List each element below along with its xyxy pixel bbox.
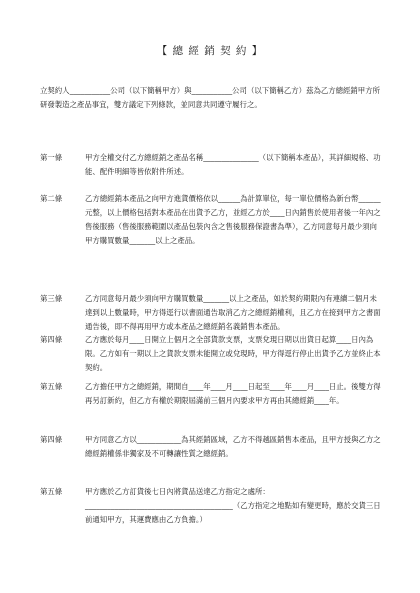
document-title: 【 總 經 銷 契 約 】 (156, 45, 264, 57)
article-text: 甲方應於乙方訂貨後七日內將貨品送達乙方指定之處所：________________________________________（乙方指定之地點如有變更時，應於交貨三日前通知甲方，其運費應由乙方負擔。） (85, 487, 381, 524)
article-label: 第五條 (40, 382, 63, 391)
article-text: 乙方擔任甲方之總經銷，期間自____年____月____日起至____年____月____日止。後雙方得再另訂新約，但乙方有權於期限屆滿前三個月內要求甲方再由其總經銷____年。 (85, 382, 381, 405)
article-label: 第四條 (40, 335, 63, 344)
article-label: 第五條 (40, 487, 63, 496)
article-text: 甲方全權交付乙方總經銷之產品名稱_______________（以下簡稱本產品），其詳細規格、功能、配件明細等皆依附件所述。 (85, 153, 381, 176)
article-label: 第三條 (40, 294, 63, 303)
article-text: 乙方應於每月____日開立上個月之全部貨款支票，支票兌現日期以出貨日起算____日內為限。乙方如有一期以上之貨款支票未能開立或兌現時，甲方得逕行停止出貨予乙方並終止本契約。 (85, 335, 381, 372)
article-text: 甲方同意乙方以____________為其經銷區域，乙方不得越區銷售本產品，且甲方授與乙方之總經銷權係非獨家及不可轉讓性質之總經銷。 (85, 435, 381, 458)
article-label: 第四條 (40, 435, 63, 444)
article-label: 第二條 (40, 194, 63, 203)
article-label: 第一條 (40, 153, 63, 162)
article-text: 乙方同意每月最少須向甲方購買數量_______以上之產品，如於契約期限內有連續二個月未達到以上數量時，甲方得逕行以書面通告取消乙方之總經銷權利，且乙方在接到甲方之書面通告後，即不得再用甲方或本產品之總經銷名義銷售本產品。 (85, 294, 381, 331)
article-text: 乙方總經銷本產品之向甲方進貨價格依以______為計算單位，每一單位價格為新台幣______元整，以上價格包括對本產品在出貨予乙方，並經乙方於____日內銷售於使用者後一年內之售後服務（售後服務範圍以產品包裝內含之售後服務保證書為準），乙方同意每月最少須向甲方購買數量_______以上之產品。 (85, 194, 381, 245)
intro-paragraph: 立契約人___________公司（以下簡稱甲方）與___________公司（以下簡稱乙方）茲為乙方總經銷甲方所研發製造之產品事宜，雙方議定下列條款，並同意共同遵守履行之。 (40, 86, 380, 109)
